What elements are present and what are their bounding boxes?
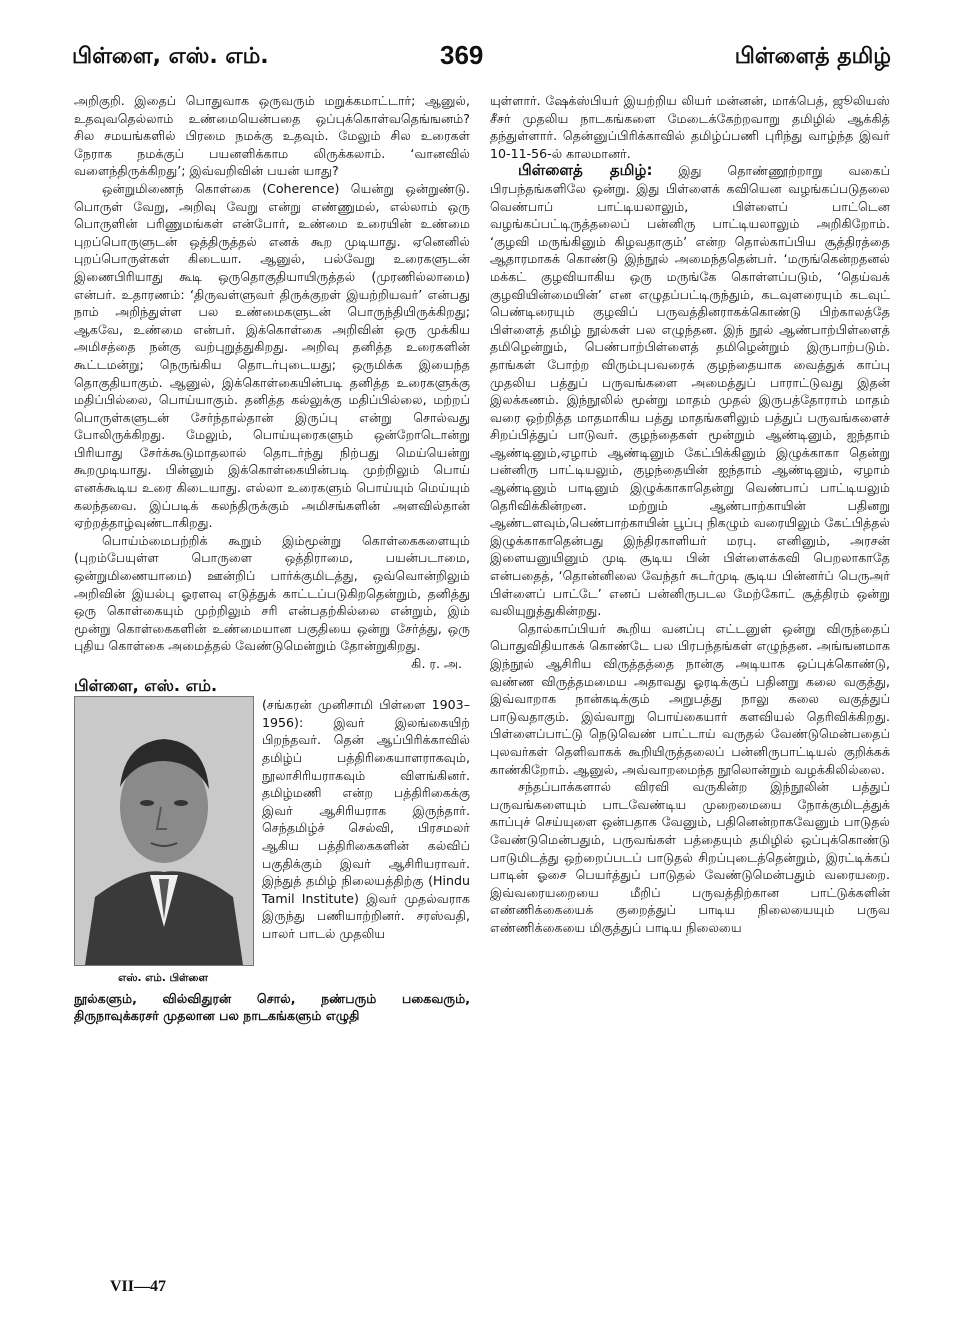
paragraph: பொய்ம்மைபற்றிக் கூறும் இம்மூன்று கொள்கைகளையும் (புறம்பேயுள்ள பொருளை ஒத்திராமை, பயன்படாமை, ஒன்றுமிணையாமை) ஊன்றிப் பார்க்குமிடத்து, ஒவ்வொன்றிலும் அறிவின் இயல்பு ஓரளவு எடுத்துக் காட்டப்படுகிறதென்றும், தனித்து ஒரு கொள்கையும் முற்றிலும் சரி என்பதற்கில்லை என்றும், இம் மூன்று கொள்கைகளின் உண்மையான பகுதியை ஒன்று சேர்த்து, ஒரு புதிய கொள்கை அமைத்தல் வேண்டுமென்றும் தோன்றுகிறது. bbox=[74, 532, 470, 654]
portrait-figure bbox=[74, 696, 252, 988]
running-head-right: பிள்ளைத் தமிழ் bbox=[734, 44, 891, 69]
right-column bbox=[490, 92, 890, 1287]
entry-text: இது தொண்ணூற்றாறு வகைப் பிரபந்தங்களிலே ஒன்று. இது பிள்ளைக் கவியென வழங்கப்படுதலை வெண்பாப் பாட்டியலாலும், பிள்ளைப் பாட்டென வழங்கப்பட்டிருத்தலைப் பன்னிரு பாட்டியலாலும் அறிகிறோம். ‘குழவி மருங்கினும் கிழவதாகும்’ என்ற தொல்காப்பிய சூத்திரத்தை ஆதாரமாகக் கொண்டு இந்நூல் அமைந்ததென்பர். ‘மருங்கென்றதனல் மக்கட் குழவியாகிய ஒரு மருங்கே கொள்ளப்படும், ‘தெய்வக் குழவியின்மையின்’ என எழுதப்பட்டிருந்தும், கடவுளரையும் கடவுட் பெண்டிரையும் குழவிப் பருவத்தினராகக்கொண்டு பிற்காலத்தே பிள்ளைத் தமிழ் நூல்கள் பல எழுந்தன. இந் நூல் ஆண்பாற்பிள்ளைத் தமிழென்றும், பெண்பாற்பிள்ளைத் தமிழென்றும் இருபாற்படும். தாங்கள் போற்ற விரும்புபவரைக் குழந்தையாக வைத்துக் காப்பு முதலிய பத்துப் பருவங்களை அமைத்துப் பாராட்டுவது இதன் இலக்கணம். இந்நூலில் மூன்று மாதம் முதல் இருபத்தோராம் மாதம் வரை ஒற்றித்த மாதமாகிய பத்து மாதங்களிலும் பத்துப் பருவங்களைச் சிறப்பித்துப் பாடுவர். குழந்தைகள் மூன்றும் ஆண்டினும், ஐந்தாம் ஆண்டினும்,ஏழாம் ஆண்டினும் கேட்பிக்கினும் இழுக்காகா தென்று பன்னிரு பாட்டியலும், குழந்தையின் ஐந்தாம் ஆண்டினும், ஏழாம் ஆண்டினும் பாடினும் இழுக்காகாதென்று வெண்பாப் பாட்டியலும் தெரிவிக்கின்றன. மற்றும் ஆண்பாற்காயின் பதினறு ஆண்டளவும்,பெண்பாற்காயின் பூப்பு நிகழும் வரையிலும் கேட்பித்தல் இழுக்காகாதென்பது இந்திரகாளியர் மரபு. எனினும், அரசன் இளையனுயினும் முடி சூடிய பின் பிள்ளைக்கவி பெறலாகாதே என்பதைத், ‘தொன்னிலை வேந்தர் சுடர்முடி சூடிய பின்னர்ப் பெருஅர் பிள்ளைப் பாட்டே’ எனப் பன்னிருபடல மேற்கோட் சூத்திரம் ஒன்று வலியுறுத்துகின்றது. bbox=[490, 163, 890, 619]
author-initials: கி. ர. அ. bbox=[411, 656, 462, 671]
paragraph: தொல்காப்பியர் கூறிய வனப்பு எட்டனுள் ஒன்று விருந்தைப் பொதுவிதியாகக் கொண்டே பல பிரபந்தங்கள் எழுந்தன. அங்ஙனமாக இந்நூல் ஆசிரிய விருத்தத்தை நான்கு அடியாக ஒப்புக்கொண்டு, வண்ண விருத்தமமைய அதாவது ஓரடிக்குப் பதினறு கலை வகுத்து, இவ்வாறாக நான்கடிக்கும் அறுபத்து நாலு கலை வகுத்துப் பாடுவதாகும். இவ்வாறு பொய்கையார் களவியல் தெரிவிக்கிறது. பிள்ளைப்பாட்டு நெடுவெண் பாட்டாய் வருதல் வேண்டுமென்பதைப் புலவர்கள் தெளிவாகக் கூறியிருத்தலைப் பன்னிருபாட்டியல் குறிக்கக் காண்கிறோம். ஆனுல், அவ்வாறமைந்த நூலொன்றும் வழக்கிலில்லை. bbox=[490, 620, 890, 777]
portrait-image bbox=[75, 697, 253, 965]
volume-folio: VII—47 bbox=[110, 1278, 167, 1295]
paragraph: நூல்களும், வில்விதுரன் சொல், நண்பரும் பகைவரும், திருநாவுக்கரசர் முதலான பல நாடகங்களும் எழுதி bbox=[74, 990, 470, 1024]
page-number: 369 bbox=[440, 40, 484, 70]
photo-caption: எஸ். எம். பிள்ளை bbox=[118, 972, 208, 985]
running-head-left: பிள்ளை, எஸ். எம். bbox=[72, 44, 269, 69]
biography-text: (சங்கரன் முனிசாமி பிள்ளை 1903–1956): இவர் இலங்கையிற் பிறந்தவர். தென் ஆப்பிரிக்காவில் தமிழ்ப் பத்திரிகையாளராகவும், நூலாசிரியராகவும் விளங்கினர். தமிழ்மணி என்ற பத்திரிகைக்கு இவர் ஆசிரியராக இருந்தார். செந்தமிழ்ச் செல்வி, பிரசமலர் ஆகிய பத்திரிகைகளின் கல்விப் பகுதிக்கும் இவர் ஆசிரியராவர். இந்துத் தமிழ் நிலையத்திற்கு (Hindu Tamil Institute) இவர் முதல்வராக இருந்து பணியாற்றினர். சரஸ்வதி, பாலர் பாடல் முதலிய bbox=[262, 697, 470, 941]
left-column bbox=[74, 92, 470, 1287]
entry-title: பிள்ளை, எஸ். எம். bbox=[74, 675, 218, 695]
portrait-photo bbox=[74, 696, 254, 966]
paragraph: ஒன்றுமிணைந் கொள்கை (Coherence) யென்று ஒன்றுண்டு. பொருள் வேறு, அறிவு வேறு என்று எண்ணுமல், எல்லாம் ஒரு பொருளின் பரிணுமங்கள் என்போர், உண்மை உரையின் உண்மை புறப்பொருளுடன் ஒத்திருத்தல் எனக் கூற முடியாது. ஏனெனில் புறப்பொருள்கள் கிடையா. ஆனுல், பல்வேறு உரைகளுடன் இணைபிரியாது கூடி ஒருதொகுதியாயிருத்தல் (முரணில்லாமை) என்பர். உதாரணம்: ‘திருவள்ளுவர் திருக்குறள் இயற்றியவர்’ என்பது நாம் அறிந்துள்ள பல உண்மைகளுடன் பொருந்தியிருக்கிறது; ஆகவே, உண்மை என்பர். இக்கொள்கை அறிவின் ஒரு முக்கிய அமிசத்தை நன்கு வற்புறுத்துகிறது. அறிவு தனித்த உரைகளின் கூட்டமன்று; நெருங்கிய தொடர்புடையது; ஒருமிக்க இயைந்த தொகுதியாகும். ஆனுல், இக்கொள்கையின்படி தனித்த உரைகளுக்கு மதிப்பில்லை, பொய்யாகும். தனித்த கல்லுக்கு மதிப்பில்லை, மற்றப் பொருள்களுடன் சேர்ந்தால்தான் இருப்பு என்று சொல்வது போலிருக்கிறது. மேலும், பொய்யுரைகளும் ஒன்றோடொன்று பிரியாது சேர்க்கூடுமாதலால் தொடர்ந்து நிற்பது மெய்யென்று கூறமுடியாது. பின்னும் இக்கொள்கையின்படி முற்றிலும் பொய் எனக்கூடிய உரை கிடையாது. எல்லா உரைகளும் பொய்யும் மெய்யும் கலந்தவை. இப்படிக் கலந்திருக்கும் அமிசங்களின் அளவில்தான் ஏற்றத்தாழ்வுண்டாகிறது. bbox=[74, 180, 470, 531]
entry-term: பிள்ளைத் தமிழ்: bbox=[518, 161, 653, 180]
biography-block bbox=[74, 696, 470, 988]
entry-paragraph bbox=[490, 162, 890, 619]
paragraph: யுள்ளார். ஷேக்ஸ்பியர் இயற்றிய லியர் மன்னன், மாக்பெத், ஜூலியஸ் சீசர் முதலிய நாடகங்களை மேடைக்கேற்றவாறு தமிழில் ஆக்கித் தந்துள்ளார். தென்னுப்பிரிக்காவில் தமிழ்ப்பணி புரிந்து வாழ்ந்த இவர் 10-11-56-ல் காலமானர். bbox=[490, 93, 890, 161]
paragraph: அறிகுறி. இதைப் பொதுவாக ஒருவரும் மறுக்கமாட்டார்; ஆனுல், உதவுவதெல்லாம் உண்மையென்பதை ஒப்புக்கொள்வதெங்ஙனம்? சில சமயங்களில் பிரமை நமக்கு உதவும். மேலும் சில உரைகள் நேராக நமக்குப் பயனளிக்காம லிருக்கலாம். ‘வானவில் வளைந்திருக்கிறது’; இவ்வறிவின் பயன் யாது? bbox=[74, 93, 470, 179]
paragraph: சந்தப்பாக்களால் விரவி வருகின்ற இந்நூலின் பத்துப் பருவங்களையும் பாடவேண்டிய முறைமையை நோக்குமிடத்துக் காப்புச் செய்யுளை ஒன்பதாக வேனும், பதினென்றாகவேனும் பாடுதல் வேண்டுமென்பதும், பருவங்கள் பத்தையும் தமிழில் ஒப்புக்கொண்டு பாடுமிடத்து ஒற்றைப்படப் பாடுதல் சிறப்புடைத்தென்றும், இரட்டிக்கப் பாடின் ஓசை பெயர்த்துப் பாடுதல் வேண்டுமென்பதும் வரையறை. இவ்வரையறையை மீறிப் பருவத்திற்கான பாட்டுக்களின் எண்ணிக்கையைக் குறைத்துப் பாடிய நிலையையும் பருவ எண்ணிக்கையை மிகுத்துப் பாடிய நிலையை bbox=[490, 779, 890, 935]
